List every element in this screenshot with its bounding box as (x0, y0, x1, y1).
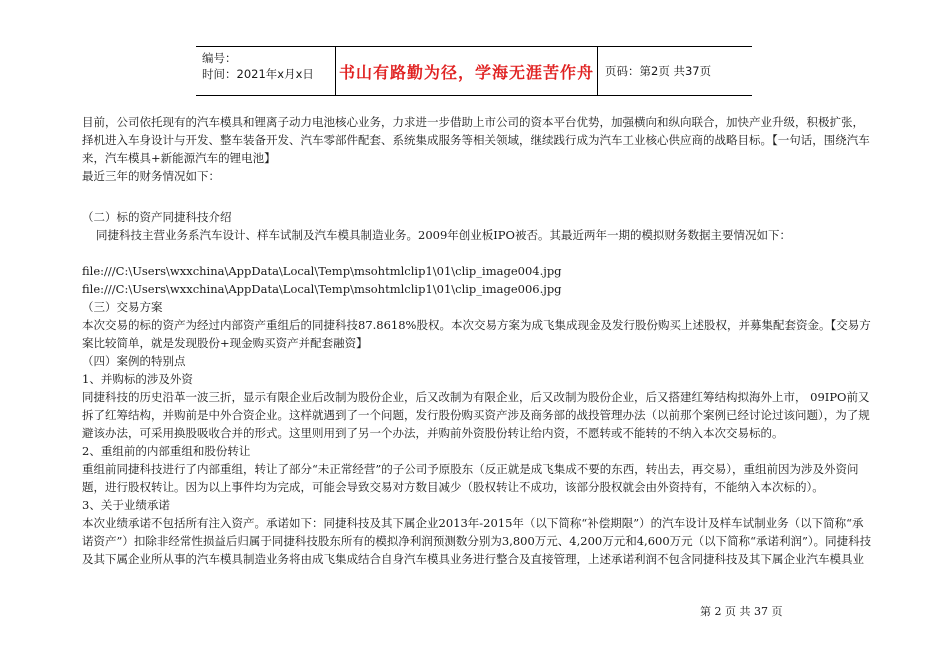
spacer (82, 185, 872, 208)
paragraph-restructure: 重组前同捷科技进行了内部重组，转让了部分“未正常经营”的子公司予原股东（反正就是成飞集成不要的东西，转出去，再交易），重组前因为涉及外资问题，进行股权转让。因为以上事件均为完成，可能会导致交易对方数目减少（股权转让不成功，该部分股权就会由外资持有，不能纳入本次标的）。 (82, 462, 859, 494)
paragraph-target-intro: 同捷科技主营业务系汽车设计、样车试制及汽车模具制造业务。2009年创业板IPO被否。其最近两年一期的模拟财务数据主要情况如下： (96, 228, 791, 242)
image-link-1[interactable]: file:///C:\Users\wxxchina\AppData\Local\Temp\msohtmlclip1\01\clip_image004.jpg (82, 264, 562, 278)
time-label: 时间：2021年x月x日 (202, 67, 314, 81)
subsection-title-foreign: 1、并购标的涉及外资 (82, 372, 193, 386)
spacer (82, 244, 872, 262)
code-label: 编号： (202, 51, 237, 65)
paragraph-plan: 本次交易的标的资产为经过内部资产重组后的同捷科技87.8618%股权。本次交易方案为成飞集成现金及发行股份购买上述股权，并募集配套资金。【交易方案比较简单，就是发现股份+现金购买资产并配套融资】 (82, 318, 871, 350)
section-title-target: （二）标的资产同捷科技介绍 (82, 210, 232, 224)
document-body (82, 113, 872, 568)
section-title-plan: （三）交易方案 (82, 300, 163, 314)
subsection-title-commitment: 3、关于业绩承诺 (82, 498, 170, 512)
header-page-number: 页码：第2页 共37页 (605, 64, 712, 78)
header-slogan: 书山有路勤为径，学海无涯苦作舟 (336, 47, 598, 95)
page-footer: 第 2 页 共 37 页 (700, 605, 783, 618)
page-header (196, 46, 752, 96)
paragraph-strategy: 目前，公司依托现有的汽车模具和锂离子动力电池核心业务，力求进一步借助上市公司的资本平台优势，加强横向和纵向联合，加快产业升级，积极扩张，择机进入车身设计与开发、整车装备开发、汽车零部件配套、系统集成服务等相关领域，继续践行成为汽车工业核心供应商的战略目标。【一句话，围绕汽车来，汽车模具+新能源汽车的锂电池】 (82, 115, 870, 165)
paragraph-commitment: 本次业绩承诺不包括所有注入资产。承诺如下：同捷科技及其下属企业2013年-2015年（以下简称“补偿期限”）的汽车设计及样车试制业务（以下简称“承诺资产”）扣除非经常性损益后归属于同捷科技股东所有的模拟净利润预测数分别为3,800万元、4,200万元和4,600万元（以下简称“承诺利润”）。同捷科技及其下属企业所从事的汽车模具制造业务将由成飞集成结合自身汽车模具业务进行整合及直接管理，上述承诺利润不包含同捷科技及其下属企业汽车模具业 (82, 516, 872, 566)
section-title-features: （四）案例的特别点 (82, 354, 186, 368)
subsection-title-restructure: 2、重组前的内部重组和股份转让 (82, 444, 251, 458)
header-meta (196, 47, 336, 95)
paragraph-financials-intro: 最近三年的财务情况如下： (82, 169, 220, 183)
paragraph-foreign: 同捷科技的历史沿革一波三折，显示有限企业后改制为股份企业，后又改制为有限企业，后又改制为股份企业，后又搭建红筹结构拟海外上市， 09IPO前又拆了红筹结构，并购前是中外合资企业。这样就遇到了一个问题，发行股份购买资产涉及商务部的战投管理办法（以前那个案例已经讨论过该问题），为了规避该办法，可采用换股吸收合并的形式。这里则用到了另一个办法，并购前外资股份转让给内资，不愿转或不能转的不纳入本次交易标的。 (82, 390, 870, 440)
image-link-2[interactable]: file:///C:\Users\wxxchina\AppData\Local\Temp\msohtmlclip1\01\clip_image006.jpg (82, 282, 562, 296)
